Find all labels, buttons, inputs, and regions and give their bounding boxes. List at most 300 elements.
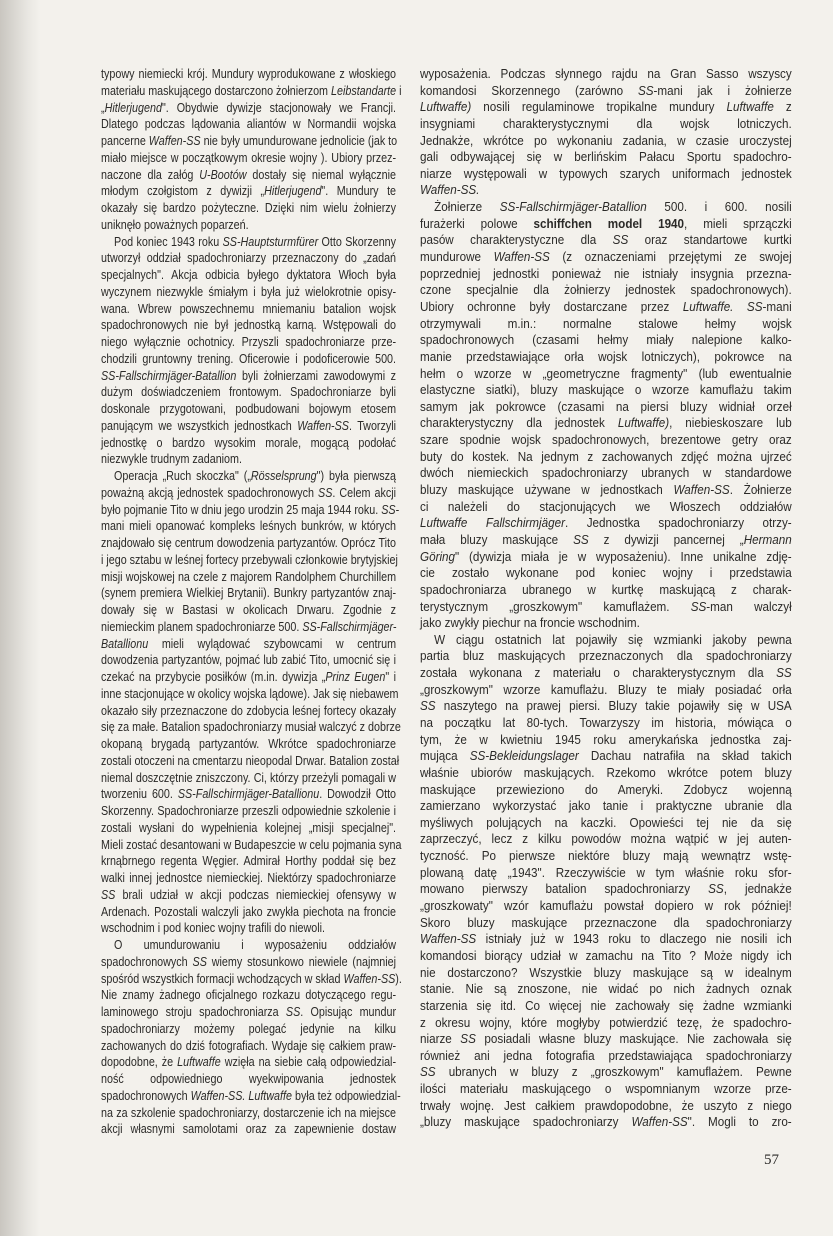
text-line bbox=[101, 970, 402, 988]
text-line bbox=[101, 535, 396, 552]
text-line bbox=[101, 1054, 396, 1071]
text-line bbox=[420, 415, 792, 432]
text-run: ubranych w bluzy z „groszkowym" kamuflażem. Pewne bbox=[435, 1064, 792, 1080]
text-line bbox=[420, 515, 792, 532]
italic-text: SS bbox=[285, 1004, 301, 1019]
text-line bbox=[101, 1004, 396, 1021]
text-run: spośród wszystkich formacji wchodzących w skład bbox=[101, 970, 344, 986]
text-run: cie zostało wykonane pod koniec wojny i przedstawia bbox=[420, 565, 792, 581]
text-run: ). bbox=[395, 970, 402, 986]
text-run: pancerne bbox=[101, 133, 149, 148]
text-run: została wykonana z materiału o charakterystycznym dla bbox=[420, 665, 777, 681]
text-line bbox=[101, 267, 396, 284]
text-line bbox=[101, 1038, 396, 1055]
italic-text: SS-Fallschirmjäger-Batallionu bbox=[177, 786, 320, 802]
italic-text: Waffen-SS bbox=[343, 970, 396, 986]
text-line bbox=[101, 501, 400, 519]
text-run: insygniami charakterystycznymi dla wojsk lotniczych. bbox=[420, 115, 792, 131]
italic-text: Waffen-SS. bbox=[420, 182, 480, 198]
text-run: z okresu wojny, które mogłyby potwierdzić tezę, że spadochro- bbox=[420, 1014, 792, 1030]
italic-text: Waffen-SS bbox=[493, 249, 550, 265]
text-run: W ciągu ostatnich lat pojawiły się wzmianki jakoby pewna bbox=[434, 631, 792, 647]
text-run: spadochroniarza ubranego w kurtkę maskującą z charak- bbox=[420, 581, 792, 597]
italic-text: SS-Fallschirmjäger-Batallion bbox=[499, 199, 647, 215]
text-run: naczone dla załóg bbox=[101, 166, 200, 182]
text-run: furażerki polowe bbox=[420, 215, 534, 231]
italic-text: Waffen-SS bbox=[631, 1114, 688, 1130]
text-run: . Opisując mundur bbox=[300, 1004, 397, 1019]
text-line bbox=[420, 382, 792, 399]
italic-text: Batallionu bbox=[101, 635, 149, 651]
text-line bbox=[101, 636, 396, 653]
text-run: spadochronowych bbox=[101, 953, 193, 969]
text-line bbox=[101, 719, 401, 736]
italic-text: Hermann bbox=[743, 531, 792, 547]
page-spine-shadow bbox=[0, 0, 40, 1236]
text-line bbox=[101, 1121, 396, 1138]
text-line bbox=[101, 100, 396, 117]
text-run: było pojmanie Tito w dniu jego urodzin 25 maja 1944 roku. bbox=[101, 501, 382, 517]
text-line bbox=[101, 133, 396, 150]
text-line bbox=[420, 815, 792, 832]
text-line bbox=[420, 865, 792, 882]
text-line bbox=[420, 266, 792, 283]
text-run: spadochronowych nie był jednostką karną. Wstępowali do bbox=[101, 317, 397, 333]
text-line bbox=[420, 948, 792, 965]
italic-text: SS bbox=[318, 484, 333, 500]
text-run: . Celem akcji bbox=[332, 484, 397, 500]
page-number: 57 bbox=[764, 1152, 779, 1168]
text-run: szare spodnie wojsk spadochronowych, brezentowe getry oraz bbox=[420, 432, 792, 448]
text-line bbox=[101, 368, 396, 385]
italic-text: Hitlerjugend bbox=[104, 99, 162, 115]
text-run: myśliwych polujących na kaczki. Opowieści tej nie da się bbox=[420, 814, 792, 830]
text-line bbox=[101, 518, 396, 535]
italic-text: SS bbox=[573, 531, 589, 547]
text-run: niarze bbox=[420, 1031, 461, 1047]
text-run: na za szkolenie spadochroniarzy, dostarczenie ich na miejsce bbox=[101, 1104, 397, 1120]
italic-text: Waffen-SS bbox=[297, 417, 349, 433]
text-run: zaprzeczyć, lecz z kilku powodów można wątpić w jej auten- bbox=[420, 831, 792, 847]
text-run: wyczynem niezwykle śmiałym i była już wielokrotnie opisy- bbox=[101, 283, 397, 299]
text-run: (z oznaczeniami przejętymi ze swojej bbox=[549, 249, 792, 265]
text-column-left bbox=[101, 66, 402, 1138]
text-run: tym, że w kwietniu 1945 roku amerykańska jednostka zaj- bbox=[420, 731, 792, 747]
text-run: trwały wojnę. Jest całkiem prawdopodobne, że uszyto z niego bbox=[420, 1097, 792, 1113]
text-line bbox=[420, 66, 792, 83]
text-line bbox=[101, 786, 396, 803]
text-run: okazało siły przeznaczone do zdobycia leśnej fortecy okazały bbox=[101, 702, 397, 718]
bold-text: schiffchen model 1940 bbox=[533, 215, 685, 231]
text-run: ność odpowiedniego wyekwipowania jednostek bbox=[101, 1071, 397, 1086]
text-line bbox=[101, 853, 396, 870]
italic-text: SS-Fallschirmjäger-Batallion bbox=[101, 367, 237, 383]
italic-text: SS bbox=[101, 886, 116, 902]
text-line bbox=[101, 820, 396, 837]
text-line bbox=[101, 669, 396, 686]
text-run: misji wojskowej na czele z majorem Randolphem Churchillem bbox=[101, 568, 397, 584]
text-run: na początku lat 80-tych. Towarzyszy im historia, mówiąca o bbox=[420, 714, 792, 730]
text-run: akcji własnymi samolotami oraz za zapewnienie dostaw bbox=[101, 1121, 397, 1137]
text-line bbox=[420, 482, 792, 499]
text-line bbox=[420, 465, 792, 482]
italic-text: SS-Hauptsturmfürer bbox=[222, 233, 319, 249]
text-run: czone specjalnie dla żołnierzy jednostek spadochronowych). bbox=[420, 282, 792, 298]
text-run: dopodobne, że bbox=[101, 1054, 178, 1070]
text-run: . Dowodził Otto bbox=[319, 786, 397, 802]
text-run: wyposażenia. Podczas słynnego rajdu na Gran Sasso wszyscy bbox=[420, 66, 792, 81]
text-run: czekać na przybycie posiłków (m.in. dywizja „ bbox=[101, 669, 326, 684]
text-line bbox=[420, 648, 792, 665]
text-run: plowaną datę „1943". Rzeczywiście w tym właśnie roku sfor- bbox=[420, 864, 792, 880]
text-run: tyczność. Po pierwsze niektóre bluzy mają wewnątrz wstę- bbox=[420, 848, 792, 864]
text-run: Pod koniec 1943 roku bbox=[114, 233, 223, 249]
text-run: uniknęło poważnych poparzeń. bbox=[101, 216, 249, 232]
text-run: wana. Wbrew powszechnemu mniemaniu batalion wojsk bbox=[101, 300, 397, 316]
text-run: specjalnych". Akcja odbicia byłego dyktatora Włoch była bbox=[101, 267, 397, 282]
italic-text: Luftwaffe Fallschirmjäger bbox=[420, 515, 565, 531]
text-line bbox=[420, 182, 792, 199]
text-run: byli żołnierzami zawodowymi z bbox=[236, 367, 397, 383]
text-line bbox=[101, 167, 396, 184]
italic-text: Waffen-SS bbox=[420, 931, 477, 947]
text-line bbox=[101, 116, 396, 133]
text-run: nosili regulaminowe tropikalne mundury bbox=[471, 99, 727, 115]
text-line bbox=[101, 66, 396, 83]
text-run: maskujące przewieziono do Ameryki. Zdobycz wojenną bbox=[420, 781, 792, 797]
text-run: -mani bbox=[762, 298, 792, 314]
text-line bbox=[420, 831, 792, 848]
text-run: zamierzano wykorzystać jako tanie i praktyczne ubranie dla bbox=[420, 798, 792, 814]
text-run: . Żołnierze bbox=[729, 482, 792, 498]
text-line bbox=[101, 685, 399, 703]
text-run: mująca bbox=[420, 748, 470, 764]
text-run: otrzymywali m.in.: normalne stalowe hełmy wojsk bbox=[420, 315, 792, 331]
text-run: Mieli zostać desantowani w Budapeszcie w celu pojmania syna bbox=[101, 836, 402, 852]
text-run: inne stacjonujące w okolicy wojska lądowe). Jak się niebawem bbox=[101, 685, 399, 701]
text-line bbox=[420, 765, 792, 782]
italic-text: Göring bbox=[420, 548, 456, 564]
text-line bbox=[101, 920, 396, 937]
italic-text: Luftwaffe) bbox=[617, 415, 670, 431]
text-line bbox=[420, 133, 792, 150]
text-line bbox=[420, 698, 792, 715]
text-run: . Jednostka spadochroniarzy otrzy- bbox=[564, 515, 792, 531]
italic-text: Waffen-SS bbox=[673, 482, 730, 498]
text-line bbox=[420, 399, 792, 416]
italic-text: Rösselsprung bbox=[250, 468, 317, 483]
text-line bbox=[101, 284, 396, 301]
text-line bbox=[101, 317, 396, 334]
text-line bbox=[101, 82, 402, 100]
text-run: dużym doświadczeniem frontowym. Spadochroniarze byli bbox=[101, 384, 397, 400]
text-run: materiału maskującego dostarczono żołnierzom bbox=[101, 82, 331, 98]
text-line bbox=[420, 1048, 792, 1065]
text-line bbox=[420, 848, 792, 865]
text-line bbox=[101, 200, 396, 217]
text-run: ") była pierwszą bbox=[316, 468, 397, 483]
text-run: „groszkowym" wzorze kamuflażu. Bluzy te miały posiadać orła bbox=[420, 681, 792, 697]
text-line bbox=[101, 217, 396, 234]
text-line bbox=[101, 384, 396, 401]
text-line bbox=[420, 116, 792, 133]
text-run: mani mieli opanować kompleks leśnych bunkrów, w których bbox=[101, 518, 397, 534]
text-run: poważną akcją jednostek spadochronowych bbox=[101, 484, 319, 500]
text-line bbox=[101, 468, 396, 485]
text-line bbox=[420, 682, 792, 699]
text-run: spadochroniarzy możemy polegać jedynie na kilku bbox=[101, 1020, 397, 1036]
text-run: naszytego na prawej piersi. Bluzy takie pojawiły się w USA bbox=[435, 698, 792, 714]
text-line bbox=[101, 334, 396, 351]
text-run: ilości materiału maskującego o wspomnianym wzorze prze- bbox=[420, 1081, 792, 1097]
text-line bbox=[420, 499, 792, 516]
text-line bbox=[101, 401, 396, 418]
text-run: okopaną brygadą partyzantów. Wkrótce spadochroniarze bbox=[101, 736, 397, 751]
italic-text: Waffen-SS bbox=[148, 133, 201, 148]
text-line bbox=[101, 619, 396, 636]
text-run: O umundurowaniu i wyposażeniu oddziałów bbox=[114, 937, 397, 952]
text-run: Jednakże, wkrótce po wykonaniu zadania, w czasie uroczystej bbox=[420, 132, 792, 148]
text-run: buty do kostek. Na jednym z zachowanych zdjęć można ujrzeć bbox=[420, 448, 792, 464]
text-run: niezwykle trudnym zadaniom. bbox=[101, 451, 242, 467]
text-line bbox=[101, 150, 396, 167]
text-line bbox=[420, 349, 792, 366]
text-run: tworzeniu 600. bbox=[101, 786, 178, 802]
italic-text: SS- bbox=[381, 501, 400, 517]
text-run: Skorzenny. Spadochroniarze przeszli odpowiednie szkolenie i bbox=[101, 803, 397, 818]
text-run: starzenia się itd. Co więcej nie zachowały się żadne wzmianki bbox=[420, 997, 792, 1013]
text-run: jako zwykły piechur na froncie wschodnim. bbox=[420, 615, 640, 631]
text-line bbox=[101, 703, 396, 720]
text-line bbox=[420, 998, 792, 1015]
text-run: (synem premiera Wielkiej Brytanii). Bunkry partyzantów znaj- bbox=[101, 585, 397, 601]
text-run: wschodnim i pod koniec wojny trafili do niewoli. bbox=[101, 920, 326, 936]
text-line bbox=[420, 166, 792, 183]
text-run: komandosi Skorzennego (zarówno bbox=[420, 82, 638, 98]
text-run: mała bluzy maskujące bbox=[420, 531, 574, 547]
text-run: , jednakże bbox=[723, 881, 792, 897]
text-line bbox=[101, 736, 396, 753]
text-line bbox=[101, 803, 396, 820]
text-run: krnąbrnego regenta Węgier. Admirał Horthy poddał się bez bbox=[101, 853, 397, 869]
text-line bbox=[420, 582, 792, 599]
italic-text: SS bbox=[637, 82, 654, 98]
text-run: i bbox=[396, 82, 402, 98]
text-run: Skoro bluzy maskujące przeznaczone dla spadochroniarzy bbox=[420, 914, 792, 930]
text-run: -mani jak i żołnierze bbox=[653, 82, 792, 98]
text-run: typowy niemiecki krój. Mundury wyprodukowane z włoskiego bbox=[101, 66, 397, 81]
text-line bbox=[420, 1114, 792, 1131]
italic-text: Hitlerjugend bbox=[264, 183, 322, 199]
text-run: komandosi biorący udział w zamachu na Tito ? Może nigdy ich bbox=[420, 947, 792, 963]
text-line bbox=[101, 770, 396, 787]
italic-text: SS bbox=[612, 232, 629, 248]
text-run: zostali otoczeni na cmentarzu nieopodal Drwar. Batalion został bbox=[101, 752, 400, 768]
text-line bbox=[101, 1105, 396, 1122]
text-line bbox=[420, 282, 792, 299]
text-run: mundurowe bbox=[420, 249, 494, 265]
italic-text: SS bbox=[192, 953, 207, 969]
text-run: hełm o wzorze w „geometryczne fragmenty" (lub ewentualnie bbox=[420, 365, 792, 381]
text-line bbox=[420, 332, 792, 349]
text-run: niemal doszczętnie zniszczony. Ci, którzy przeżyli pomagali w bbox=[101, 769, 397, 785]
text-run: znajdowało się centrum dowodzenia partyzantów. Oprócz Tito bbox=[101, 535, 397, 550]
text-line bbox=[420, 782, 792, 799]
text-line bbox=[101, 569, 396, 586]
text-run: nie dostarczono? Wszystkie bluzy maskujące są w idealnym bbox=[420, 964, 792, 980]
text-run: 500. i 600. nosili bbox=[646, 199, 792, 215]
italic-text: SS bbox=[420, 698, 436, 714]
text-run: z bbox=[773, 99, 792, 115]
text-run: dowały się w Bastasi w okolicach Drwaru. Zgodnie z bbox=[101, 602, 397, 617]
text-run: niemieckim planem spadochroniarze 500. bbox=[101, 618, 303, 634]
text-line bbox=[420, 615, 792, 632]
text-run: Żołnierze bbox=[434, 199, 500, 215]
text-run: ". Obydwie dywizje stacjonowały we Francji. bbox=[161, 99, 397, 115]
italic-text: SS bbox=[690, 598, 707, 614]
text-run: mowano pierwszy batalion spadochroniarzy bbox=[420, 881, 709, 897]
text-run: była też odpowiedzial- bbox=[291, 1087, 401, 1103]
text-run: Operacja „Ruch skoczka" („ bbox=[114, 468, 251, 483]
text-line bbox=[101, 250, 396, 267]
text-run: wiemy stosunkowo niewiele (najmniej bbox=[206, 953, 397, 969]
text-run: Otto Skorzenny bbox=[318, 233, 397, 249]
text-line bbox=[101, 887, 396, 904]
text-run: się za małe. Batalion spadochroniarzy musiał walczyć z dobrze bbox=[101, 719, 401, 735]
italic-text: Prinz Eugen bbox=[325, 669, 386, 684]
text-run: zostali wysłani do wypełnienia kolejnej „misji specjalnej". bbox=[101, 819, 397, 835]
text-run: dowodzenia partyzantów, pojmać lub zabić Tito, umocnić się i bbox=[101, 652, 397, 668]
text-line bbox=[101, 836, 402, 854]
text-run: laminowego stroju spadochroniarza bbox=[101, 1004, 286, 1019]
italic-text: SS bbox=[420, 1064, 436, 1080]
text-run: , niebieskoszare lub bbox=[669, 415, 792, 431]
text-line bbox=[420, 715, 792, 732]
italic-text: SS bbox=[460, 1031, 476, 1047]
text-run: również ani jedna fotografia przedstawiająca spadochroniarzy bbox=[420, 1047, 792, 1063]
text-run: mieli wylądować szybowcami w centrum bbox=[148, 635, 397, 651]
text-line bbox=[101, 301, 396, 318]
text-line bbox=[101, 602, 396, 619]
text-run: właśnie ubiorów maskujących. Rzekomo wkrótce potem bluzy bbox=[420, 764, 792, 780]
text-run: dostały się niemal wyłącznie bbox=[246, 166, 397, 182]
italic-text: Luftwaffe) bbox=[420, 99, 472, 115]
text-run: Nie znamy żadnego oficjalnego rozkazu dotyczącego regu- bbox=[101, 987, 397, 1003]
text-line bbox=[420, 1098, 792, 1115]
text-line bbox=[420, 798, 792, 815]
text-run: ". Mogli to zro- bbox=[687, 1114, 792, 1130]
text-line bbox=[420, 632, 792, 649]
text-run: walki innej jednostce niemieckiej. Niektórzy spadochroniarze bbox=[101, 870, 397, 885]
text-line bbox=[420, 881, 792, 898]
text-line bbox=[101, 987, 396, 1004]
text-line bbox=[101, 351, 396, 368]
italic-text: SS-Bekleidungslager bbox=[469, 748, 579, 764]
text-line bbox=[420, 149, 792, 166]
text-run: doskonale przygotowani, podbudowani bojowym etosem bbox=[101, 401, 397, 416]
text-run: Dlatego podczas lądowania aliantów w Normandii wojska bbox=[101, 116, 397, 132]
text-line bbox=[101, 234, 396, 251]
text-run: stanie. Nie są znoszone, nie widać po nich żadnych oznak bbox=[420, 981, 792, 997]
text-run: manie przedstawiające orła wojsk lotniczych), pokrowce na bbox=[420, 348, 792, 364]
text-line bbox=[420, 748, 792, 765]
text-run: oraz standartowe kurtki bbox=[628, 232, 792, 248]
text-run: wzięła na siebie całą odpowiedzial- bbox=[220, 1054, 397, 1070]
text-run: " (dywizja miała je w wyposażeniu). Inne unikalne zdję- bbox=[455, 548, 792, 564]
italic-text: Luftwaffe bbox=[177, 1054, 221, 1070]
text-run: zachowanych do dziś fotografiach. Wydaje się całkiem praw- bbox=[101, 1037, 397, 1053]
text-line bbox=[101, 904, 396, 921]
text-run: utworzył oddział spadochroniarzy przeznaczony do „zadań bbox=[101, 250, 397, 266]
text-line bbox=[101, 451, 396, 468]
text-line bbox=[101, 183, 396, 200]
text-column-right bbox=[420, 66, 792, 1131]
text-run: okazały się bardzo pożyteczne. Dzięki nim wielu żołnierzy bbox=[101, 200, 397, 215]
text-line bbox=[101, 552, 396, 569]
text-run: " i bbox=[385, 669, 397, 684]
text-line bbox=[420, 915, 792, 932]
text-line bbox=[420, 931, 792, 948]
text-line bbox=[420, 432, 792, 449]
text-run: Ubiory ochronne były dostarczane przez bbox=[420, 298, 683, 314]
text-line bbox=[420, 99, 792, 116]
text-run: jednostkę o bardzo wysokim morale, mogącą podołać bbox=[101, 434, 397, 450]
text-run: miało miejsce w początkowym okresie wojny ). Ubiory przez- bbox=[101, 149, 397, 165]
text-line bbox=[420, 299, 792, 316]
text-run: chodzili gruntowny trening. Oficerowie i podoficerowie 500. bbox=[101, 350, 397, 366]
text-line bbox=[420, 83, 792, 100]
text-run: elastyczne siatki), bluzy maskujące o wzorze kamuflażu takim bbox=[420, 382, 792, 398]
text-run: z dywizji pancernej „ bbox=[588, 531, 744, 547]
text-line bbox=[420, 249, 792, 266]
italic-text: Luftwaffe bbox=[726, 99, 774, 115]
text-line bbox=[420, 449, 792, 466]
italic-text: Waffen-SS. Luftwaffe bbox=[190, 1087, 292, 1103]
text-line bbox=[420, 366, 792, 383]
text-line bbox=[420, 1081, 792, 1098]
text-run: dwóch niemieckich spadochroniarzy ubranych w standardowe bbox=[420, 465, 792, 481]
text-line bbox=[101, 485, 396, 502]
text-line bbox=[420, 565, 792, 582]
text-line bbox=[420, 981, 792, 998]
text-run: nie były umundurowane jednolicie (jak to bbox=[200, 133, 398, 148]
text-line bbox=[101, 418, 396, 435]
text-line bbox=[101, 937, 396, 954]
text-run: „bluzy maskujące spadochroniarzy bbox=[420, 1114, 632, 1130]
text-run: bluzy maskujące używane w jednostkach bbox=[420, 482, 674, 498]
text-run: „ bbox=[101, 99, 105, 115]
text-line bbox=[420, 665, 792, 682]
italic-text: SS-Fallschirmjäger- bbox=[302, 618, 397, 634]
text-line bbox=[420, 1064, 792, 1081]
text-run: „groszkowaty" wzór kamuflażu powstał dopiero w rok później! bbox=[420, 898, 792, 914]
text-run: pasów charakterystyczne dla bbox=[420, 232, 613, 248]
text-run: panującym we wszystkich jednostkach bbox=[101, 417, 298, 433]
text-line bbox=[420, 549, 792, 566]
text-run: i jego sztabu w leśnej fortecy przebywali członkowie brytyjskiej bbox=[101, 551, 398, 567]
text-line bbox=[101, 1087, 401, 1105]
text-run: spadochronowych (czasami hełmy miały nalepione kalko- bbox=[420, 332, 792, 348]
text-run: gali odbywającej się w berlińskim Pałacu Sportu spadochro- bbox=[420, 149, 792, 165]
text-run: Dachau natrafiła na skład takich bbox=[578, 748, 792, 764]
text-run: charakterystyczny dla jednostek bbox=[420, 415, 618, 431]
text-line bbox=[101, 954, 396, 971]
text-run: , mieli sprzączki bbox=[684, 215, 792, 231]
text-line bbox=[420, 732, 792, 749]
text-line bbox=[101, 1071, 396, 1088]
italic-text: Leibstandarte bbox=[330, 82, 397, 98]
text-line bbox=[101, 435, 396, 452]
